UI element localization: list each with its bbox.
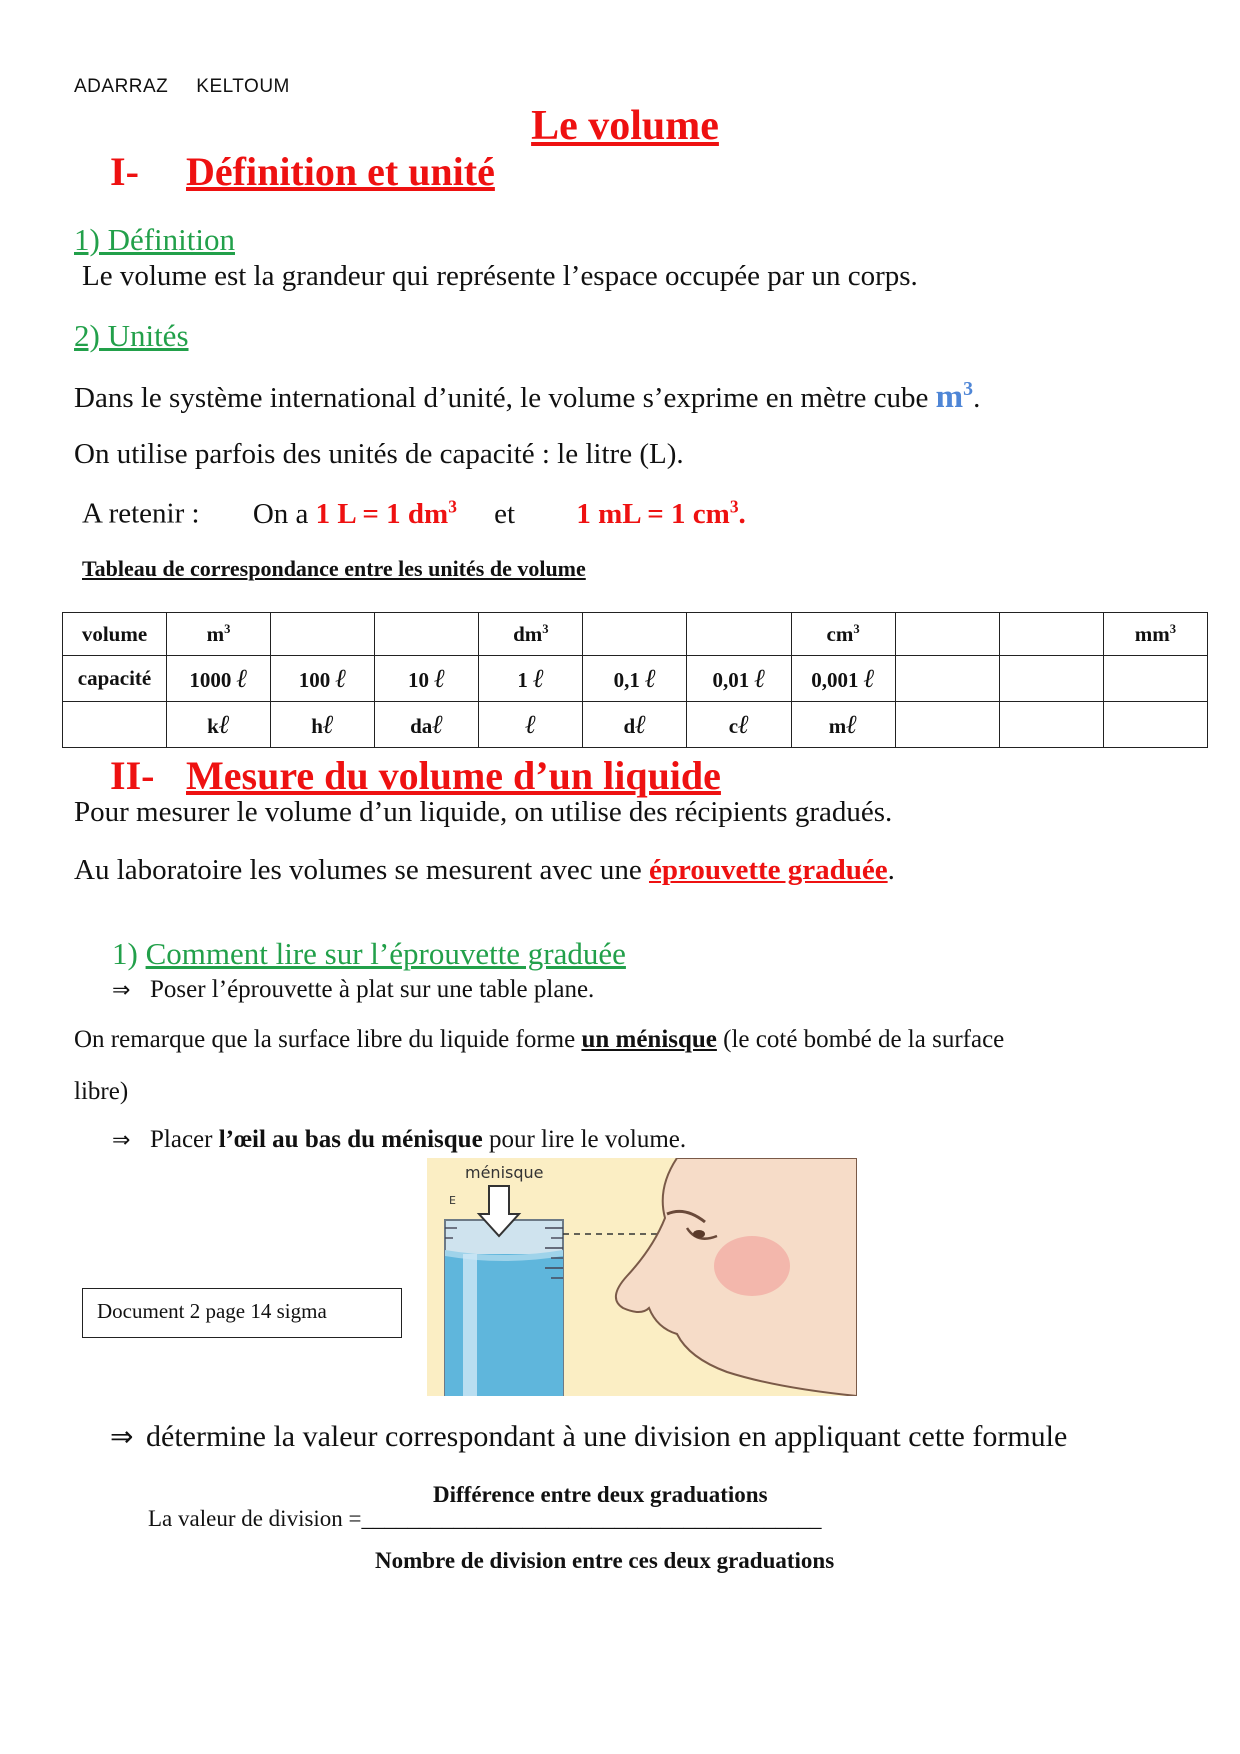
table-cell	[999, 656, 1103, 702]
equation-2-exp: 3	[729, 496, 739, 516]
read-step-2-bold: l’œil au bas du ménisque	[218, 1126, 483, 1153]
read-step-1-text: Poser l’éprouvette à plat sur une table plane.	[150, 976, 595, 1003]
section-2-heading	[110, 752, 721, 799]
table-cell	[271, 613, 375, 656]
section-2-title: Mesure du volume d’un liquide	[186, 753, 721, 798]
svg-text:E: E	[449, 1194, 456, 1207]
si-unit-exp: 3	[963, 378, 974, 400]
table-cell	[895, 656, 999, 702]
arrow-icon: ⇒	[112, 1128, 131, 1153]
cell-value: 0,01	[712, 667, 750, 692]
table-cell	[271, 656, 375, 702]
table-cell	[375, 656, 479, 702]
meniscus-figure	[427, 1158, 857, 1396]
cell-value: 1	[517, 667, 528, 692]
cell-value: 0,1	[613, 667, 640, 692]
equation-1-exp: 3	[448, 496, 457, 516]
measure-p2-start: Au laboratoire les volumes se mesurent avec une	[74, 854, 642, 886]
section-1-title: Définition et unité	[186, 149, 495, 194]
retenir-line	[82, 496, 746, 531]
cell-prefix: c	[728, 713, 739, 738]
cell-exp: 3	[1169, 621, 1177, 636]
menisque-term: un ménisque	[581, 1026, 717, 1053]
litre-symbol: ℓ	[645, 663, 657, 694]
cell-prefix: m	[828, 713, 847, 738]
litre-symbol: ℓ	[738, 709, 750, 740]
units-heading: 2) Unités	[74, 318, 189, 353]
table-cell	[791, 702, 895, 748]
litre-symbol: ℓ	[754, 663, 766, 694]
table-cell	[1103, 656, 1207, 702]
litre-symbol: ℓ	[863, 663, 875, 694]
measure-p2-end: .	[887, 854, 895, 886]
table-cell	[583, 613, 687, 656]
table-row-capacite	[63, 656, 1208, 702]
equation-2-text: 1 mL = 1 cm	[576, 497, 730, 530]
cell-prefix: d	[623, 713, 636, 738]
read-step-2-start: Placer	[150, 1126, 213, 1153]
cell-prefix: da	[410, 713, 433, 738]
cell-unit: m	[206, 621, 225, 646]
table-cell	[583, 702, 687, 748]
table-cell	[1103, 613, 1207, 656]
retenir-label: A retenir :	[82, 497, 200, 530]
table-cell	[167, 702, 271, 748]
read-step-2-end: pour lire le volume.	[488, 1126, 687, 1153]
read-step-3	[110, 1420, 1067, 1454]
eprouvette-highlight: éprouvette graduée	[648, 854, 888, 886]
remark-end: (le coté bombé de la surface	[723, 1026, 1005, 1053]
si-unit-symbol: m	[935, 379, 964, 415]
table-cell	[687, 702, 791, 748]
litre-symbol: ℓ	[218, 709, 230, 740]
section-1-heading	[110, 148, 495, 195]
read-step-1	[112, 976, 594, 1004]
table-cell	[479, 613, 583, 656]
si-text: Dans le système international d’unité, le volume s’exprime en mètre cube	[74, 382, 929, 414]
table-row-prefix	[63, 702, 1208, 748]
table-cell	[479, 702, 583, 748]
meniscus-illustration	[427, 1158, 857, 1396]
cell-exp: 3	[224, 621, 231, 636]
arrow-icon: ⇒	[112, 978, 131, 1003]
cell-unit: mm	[1134, 621, 1170, 646]
section-1-number: I-	[110, 149, 139, 194]
page-title: Le volume	[531, 103, 719, 149]
formula-line	[148, 1506, 822, 1532]
cell-exp: 3	[853, 621, 860, 636]
formula-lhs: La valeur de division =	[148, 1506, 362, 1531]
litre-symbol: ℓ	[432, 709, 444, 740]
remark-start: On remarque que la surface libre du liquide forme	[74, 1026, 576, 1053]
remark-cont: libre)	[74, 1078, 129, 1105]
measure-p2	[74, 854, 895, 887]
retenir-et: et	[494, 497, 516, 530]
table-cell	[895, 702, 999, 748]
equation-2-end: .	[738, 497, 746, 530]
cell-value: 10	[408, 667, 430, 692]
litre-symbol: ℓ	[533, 663, 545, 694]
cell-unit: cm	[826, 621, 854, 646]
si-unit-text	[74, 378, 980, 416]
table-cell	[791, 613, 895, 656]
formula-numerator: Différence entre deux graduations	[433, 1482, 768, 1507]
table-cell	[687, 656, 791, 702]
row-label-volume: volume	[63, 613, 167, 656]
table-cell	[583, 656, 687, 702]
equation-2	[576, 498, 745, 530]
read-heading-text: Comment lire sur l’éprouvette graduée	[145, 936, 626, 971]
author	[74, 76, 318, 98]
litre-symbol: ℓ	[335, 663, 347, 694]
equation-1	[316, 498, 457, 530]
table-cell	[375, 613, 479, 656]
table-cell	[999, 613, 1103, 656]
cell-exp: 3	[542, 621, 549, 636]
author-first: ADARRAZ	[74, 76, 169, 97]
read-step-3-text: détermine la valeur correspondant à une division en appliquant cette formule	[146, 1420, 1068, 1453]
fraction-bar: ________________________________________	[361, 1506, 822, 1531]
table-cell	[479, 656, 583, 702]
litre-text: On utilise parfois des unités de capacité : le litre (L).	[74, 438, 684, 470]
litre-symbol: ℓ	[236, 663, 248, 694]
si-unit	[936, 379, 973, 415]
read-step-2	[112, 1126, 686, 1154]
litre-symbol: ℓ	[635, 709, 647, 740]
document-reference: Document 2 page 14 sigma	[82, 1288, 402, 1338]
figure-label: ménisque	[465, 1163, 544, 1182]
table-cell	[271, 702, 375, 748]
arrow-icon: ⇒	[110, 1420, 134, 1453]
litre-symbol: ℓ	[846, 709, 858, 740]
table-cell	[791, 656, 895, 702]
measure-p1: Pour mesurer le volume d’un liquide, on utilise des récipients gradués.	[74, 796, 893, 828]
cell-value: 100	[298, 667, 331, 692]
cell-prefix: k	[207, 713, 219, 738]
units-table	[62, 612, 1208, 748]
table-title: Tableau de correspondance entre les unités de volume	[82, 556, 586, 581]
section-2-number: II-	[110, 753, 155, 798]
si-end: .	[973, 382, 981, 414]
row-label-capacite: capacité	[63, 656, 167, 702]
definition-text: Le volume est la grandeur qui représente l’espace occupée par un corps.	[82, 260, 918, 292]
litre-symbol: ℓ	[434, 663, 446, 694]
row-label-empty	[63, 702, 167, 748]
retenir-on-a: On a	[252, 497, 309, 530]
cell-value: 1000	[189, 667, 232, 692]
table-cell	[375, 702, 479, 748]
table-cell	[1103, 702, 1207, 748]
table-row-volume	[63, 613, 1208, 656]
litre-symbol: ℓ	[525, 709, 537, 740]
cell-prefix: h	[311, 713, 323, 738]
cell-unit: dm	[513, 621, 543, 646]
remark-line	[74, 1026, 1004, 1054]
table-cell	[167, 613, 271, 656]
read-heading	[112, 936, 626, 972]
table-cell	[895, 613, 999, 656]
read-heading-num: 1)	[112, 936, 138, 971]
cell-value: 0,001	[811, 667, 859, 692]
table-cell	[687, 613, 791, 656]
author-last: KELTOUM	[196, 76, 290, 97]
table-cell	[999, 702, 1103, 748]
equation-1-text: 1 L = 1 dm	[315, 497, 449, 530]
formula-denominator: Nombre de division entre ces deux graduations	[375, 1548, 835, 1573]
definition-heading: 1) Définition	[74, 222, 235, 257]
litre-symbol: ℓ	[322, 709, 335, 740]
table-cell	[167, 656, 271, 702]
